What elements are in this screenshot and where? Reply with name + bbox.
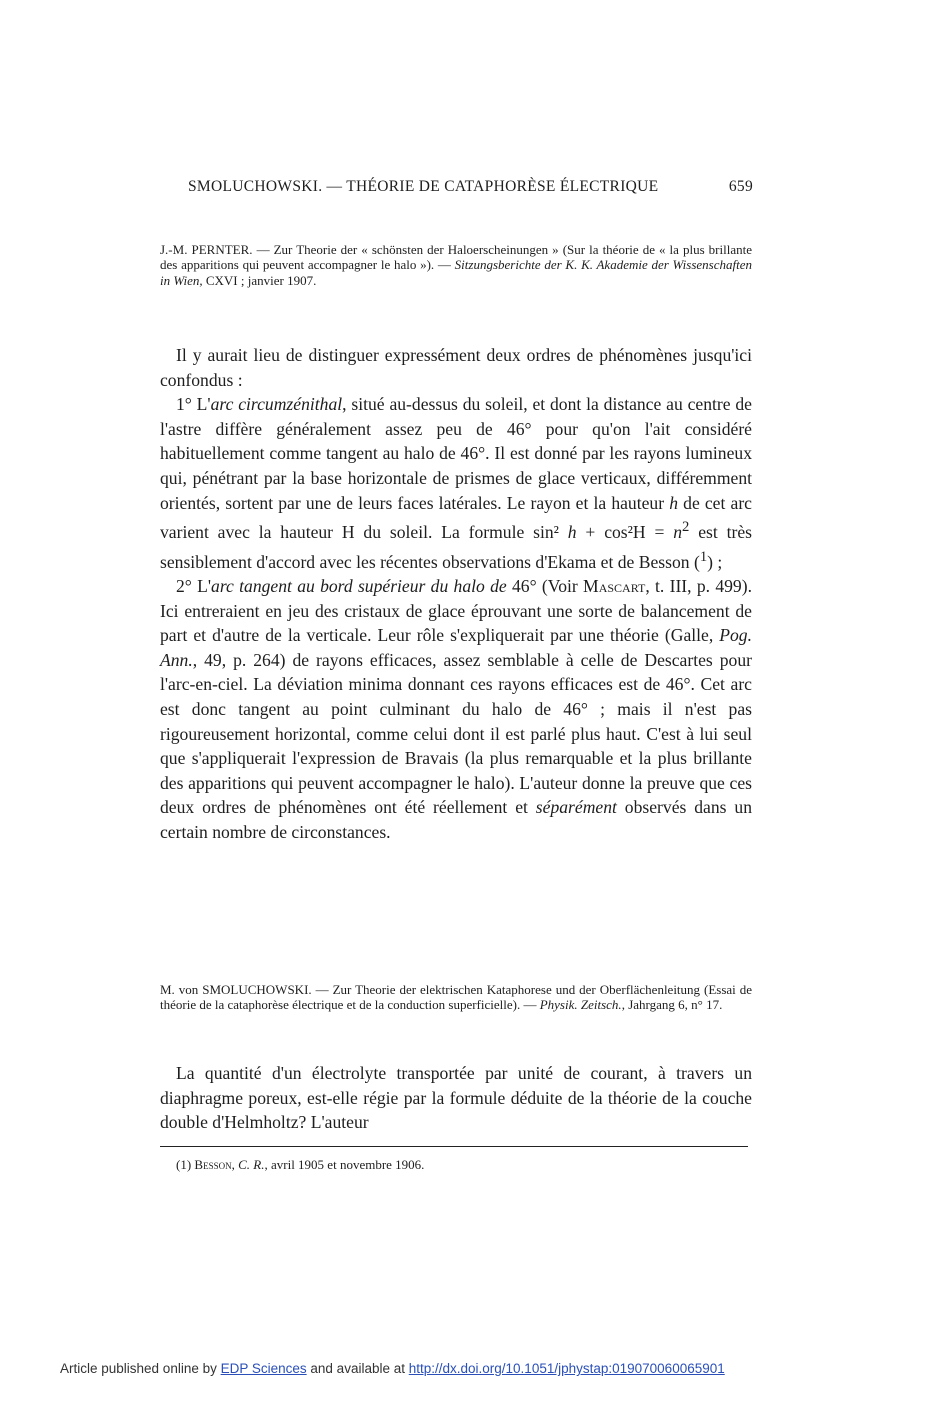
ref2-issue: , Jahrgang 6, n° 17.	[621, 997, 723, 1013]
running-header	[188, 178, 753, 196]
item1-term: arc circumzénithal	[210, 394, 343, 415]
item1-sup: 2	[682, 519, 690, 536]
item2-text0: 46° (Voir	[506, 576, 584, 597]
ref2-author: M. von SMOLUCHOWSKI.	[160, 982, 312, 997]
footnote-journal: C. R.	[238, 1157, 265, 1172]
footnote	[176, 1157, 424, 1173]
footnote-author: Besson	[194, 1157, 232, 1172]
ref2-journal: Physik. Zeitsch.	[539, 997, 622, 1013]
item2-mascart: Mascart	[583, 576, 646, 597]
edp-sciences-link[interactable]: EDP Sciences	[220, 1361, 307, 1376]
item1-h2: h	[567, 522, 577, 543]
ref2-text: — Zur Theorie der elektrischen Kataphorese und der Oberflächenleitung (Essai de théorie de la cataphorèse électrique et de la conduction superficielle). —	[160, 982, 753, 1013]
publisher-middle: and available at	[306, 1361, 409, 1376]
item1-formula: + cos²H =	[576, 522, 674, 543]
running-title: SMOLUCHOWSKI. — THÉORIE DE CATAPHORÈSE ÉLECTRIQUE	[188, 178, 659, 195]
item2-number: 2° L'	[176, 576, 212, 597]
item2-text2: , 49, p. 264) de rayons efficaces, assez semblable à celle de Descartes pour l'arc-en-ciel. La déviation minima donnant ces rayons efficaces est de 46°. Cet arc est donc tangent au point culminant du halo de 46° ; mais il n'est pas rigoureusement horizontal, comme celui dont il est parlé plus haut. C'est à lui seul que s'appliquerait l'expression de Bravais (la plus remarquable et la plus brillante des apparitions qui peuvent accompagner le halo). L'auteur donne la preuve que ces deux ordres de phénomènes ont été réellement et	[160, 649, 752, 818]
ref1-journal: Sitzungsberichte der K. K. Akademie der Wissenschaften in Wien,	[160, 257, 752, 288]
ref1-date: CXVI ; janvier 1907.	[202, 272, 317, 288]
page-number: 659	[728, 178, 753, 195]
item1-text3: est très sensiblement d'accord avec les récentes observations d'Ekama et de Besson (	[160, 522, 752, 572]
item1-paragraph	[160, 392, 752, 574]
item1-end: ) ;	[707, 551, 723, 572]
reference-smoluchowski	[160, 982, 752, 1013]
ref1-author: J.-M. PERNTER.	[160, 242, 253, 257]
item2-term: arc tangent au bord supérieur du halo de	[211, 576, 507, 597]
footnote-text: , avril 1905 et novembre 1906.	[264, 1157, 425, 1172]
item1-h: h	[669, 492, 679, 513]
item2-paragraph	[160, 574, 752, 845]
item1-text2: de cet arc varient avec la hauteur H du soleil. La formule sin²	[160, 492, 752, 543]
intro-paragraph: Il y aurait lieu de distinguer expressément deux ordres de phénomènes jusqu'ici confondus :	[160, 345, 752, 390]
item1-text: , situé au-dessus du soleil, et dont la distance au centre de l'astre diffère généralement assez peu de 46° pour qu'on l'ait considéré habituellement comme tangent au halo de 46°. Il est donné par les rayons lumineux qui, pénétrant par la base horizontale de prismes de glace verticaux, différemment orientés, sortent par une de leurs faces latérales. Le rayon et la hauteur	[160, 394, 752, 513]
footnote-mark: (1)	[176, 1157, 192, 1172]
footnote-marker: 1	[699, 548, 708, 565]
item1-n: n	[673, 522, 683, 543]
footnote-rule	[160, 1146, 748, 1147]
item2-journal: Pog. Ann.	[160, 625, 752, 670]
footnote-sep: ,	[231, 1157, 239, 1172]
item2-text: , t. III, p. 499). Ici entreraient en jeu des cristaux de glace éprouvant une sorte de balancement de part et d'autre de la verticale. Leur rôle s'expliquerait par une théorie (Galle,	[160, 576, 752, 646]
item1-number: 1° L'	[176, 394, 211, 415]
reference-pernter	[160, 242, 752, 288]
article-body-halo	[160, 343, 752, 845]
publisher-banner	[60, 1361, 725, 1376]
item2-end: observés dans un certain nombre de circonstances.	[160, 797, 752, 842]
body2-paragraph: La quantité d'un électrolyte transportée par unité de courant, à travers un diaphragme poreux, est-elle régie par la formule déduite de la théorie de la couche double d'Helmholtz? L'auteur	[160, 1063, 752, 1133]
item2-separement: séparément	[535, 797, 617, 818]
publisher-prefix: Article published online by	[60, 1361, 221, 1376]
ref1-text: — Zur Theorie der « schönsten der Haloerscheinungen » (Sur la théorie de « la plus brillante des apparitions qui peuvent accompagner le halo »). —	[160, 242, 753, 273]
doi-link[interactable]: http://dx.doi.org/10.1051/jphystap:019070060065901	[408, 1361, 725, 1376]
article-body-cataphorese	[160, 1061, 752, 1135]
